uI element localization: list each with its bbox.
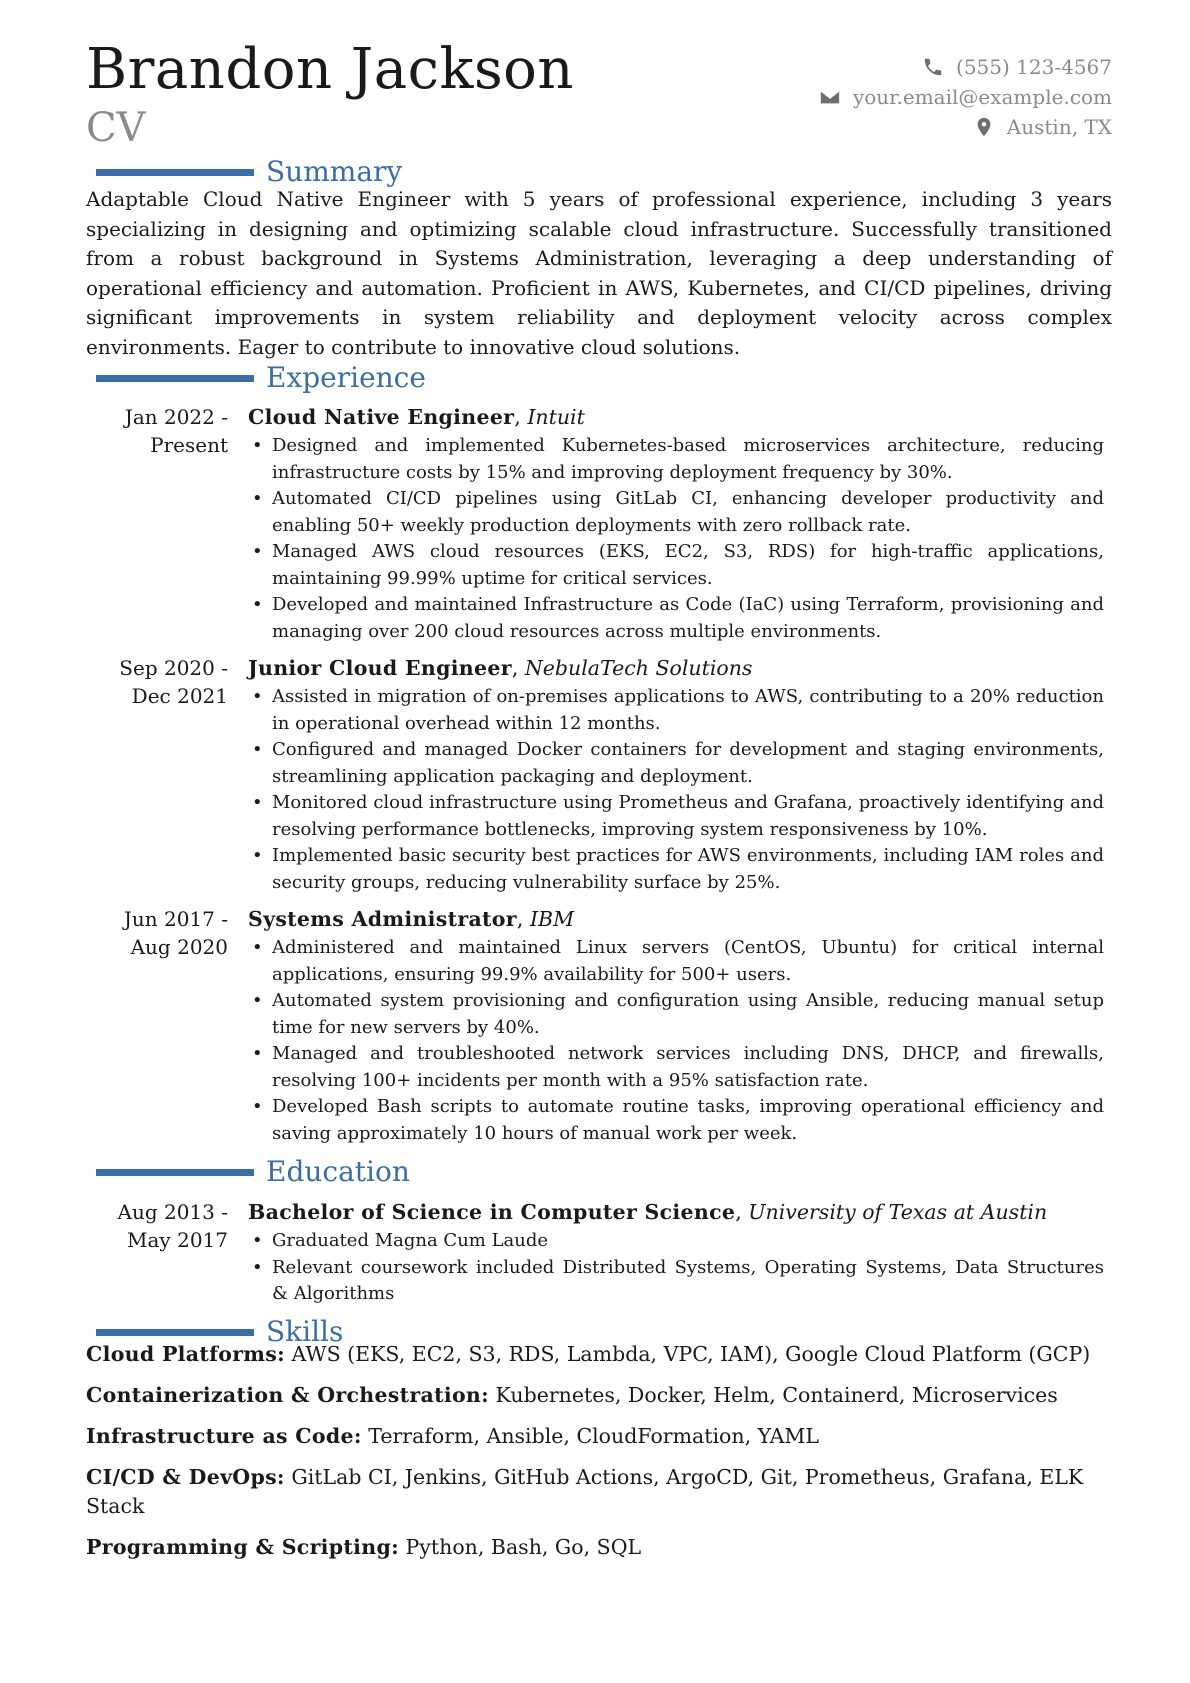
- bullet-list: [248, 684, 1112, 896]
- section-title-education: Education: [266, 1155, 410, 1188]
- entry-date: Sep 2020 - Dec 2021: [119, 656, 228, 708]
- envelope-icon: [819, 86, 841, 108]
- entry-role: Cloud Native Engineer: [248, 405, 515, 429]
- entry-heading: Cloud Native Engineer, Intuit: [248, 405, 585, 429]
- bullet-item: • Automated CI/CD pipelines using GitLab CI, enhancing developer productivity and enabling 50+ weekly production deployments with zero rollback rate.: [272, 486, 1112, 539]
- experience-entry: [86, 403, 1112, 645]
- skill-value: Kubernetes, Docker, Helm, Containerd, Microservices: [495, 1383, 1058, 1407]
- section-header-education: [96, 1155, 410, 1189]
- bullet-item: • Administered and maintained Linux servers (CentOS, Ubuntu) for critical internal applications, ensuring 99.9% availability for 500+ users.: [272, 935, 1112, 988]
- bullet-list: [248, 433, 1112, 645]
- bullet-item: • Developed and maintained Infrastructure as Code (IaC) using Terraform, provisioning and managing over 200 cloud resources across multiple environments.: [272, 592, 1112, 645]
- summary-paragraph: Adaptable Cloud Native Engineer with 5 years of professional experience, including 3 years specializing in designing and optimizing scalable cloud infrastructure. Successfully transitioned from a robust background in Systems Administration, leveraging a deep understanding of operational efficiency and automation. Proficient in AWS, Kubernetes, and CI/CD pipelines, driving significant improvements in system reliability and deployment velocity across complex environments. Eager to contribute to innovative cloud solutions.: [86, 187, 1112, 359]
- skill-label: Infrastructure as Code:: [86, 1424, 362, 1448]
- skills-list: [86, 1340, 1112, 1574]
- skill-label: Containerization & Orchestration:: [86, 1383, 489, 1407]
- section-accent-bar: [96, 375, 254, 382]
- section-title-experience: Experience: [266, 361, 426, 394]
- section-accent-bar: [96, 1329, 254, 1336]
- bullet-item: • Developed Bash scripts to automate routine tasks, improving operational efficiency and saving approximately 10 hours of manual work per week.: [272, 1094, 1112, 1147]
- phone-text: (555) 123-4567: [956, 55, 1112, 79]
- bullet-item: • Assisted in migration of on-premises applications to AWS, contributing to a 20% reduction in operational overhead within 12 months.: [272, 684, 1112, 737]
- section-header-experience: [96, 361, 426, 395]
- skill-label: Programming & Scripting:: [86, 1535, 399, 1559]
- contact-email[interactable]: [819, 82, 1112, 112]
- bullet-item: • Designed and implemented Kubernetes-based microservices architecture, reducing infrastructure costs by 15% and improving deployment frequency by 30%.: [272, 433, 1112, 486]
- bullet-item: • Relevant coursework included Distributed Systems, Operating Systems, Data Structures & Algorithms: [272, 1255, 1112, 1308]
- skill-label: CI/CD & DevOps:: [86, 1465, 285, 1489]
- section-accent-bar: [96, 169, 254, 176]
- entry-role: Junior Cloud Engineer: [248, 656, 512, 680]
- skill-value: GitLab CI, Jenkins, GitHub Actions, ArgoCD, Git, Prometheus, Grafana, ELK Stack: [86, 1465, 1084, 1518]
- section-title-summary: Summary: [266, 155, 403, 188]
- bullet-item: • Monitored cloud infrastructure using Prometheus and Grafana, proactively identifying and resolving performance bottlenecks, improving system responsiveness by 10%.: [272, 790, 1112, 843]
- entry-organization: NebulaTech Solutions: [524, 656, 753, 680]
- bullet-list: [248, 1228, 1112, 1308]
- bullet-item: • Graduated Magna Cum Laude: [272, 1228, 1112, 1255]
- skill-value: Terraform, Ansible, CloudFormation, YAML: [368, 1424, 819, 1448]
- phone-icon: [922, 56, 944, 78]
- section-header-summary: [96, 155, 402, 189]
- entry-degree: Bachelor of Science in Computer Science: [248, 1200, 736, 1224]
- location-text: Austin, TX: [1006, 115, 1112, 139]
- entry-heading: Junior Cloud Engineer, NebulaTech Solutions: [248, 656, 753, 680]
- section-title-skills: Skills: [266, 1315, 344, 1348]
- name-heading: Brandon Jackson: [86, 37, 574, 102]
- contact-phone[interactable]: [819, 52, 1112, 82]
- map-marker-icon: [973, 116, 995, 138]
- entry-role: Systems Administrator: [248, 907, 517, 931]
- contact-location: [819, 112, 1112, 142]
- entry-organization: Intuit: [527, 405, 585, 429]
- contact-block: [819, 52, 1112, 142]
- entry-organization: IBM: [529, 907, 575, 931]
- experience-entry: [86, 654, 1112, 896]
- email-text: your.email@example.com: [852, 85, 1112, 109]
- document-subtitle: CV: [86, 105, 146, 151]
- entry-heading: Systems Administrator, IBM: [248, 907, 575, 931]
- bullet-item: • Managed AWS cloud resources (EKS, EC2, S3, RDS) for high-traffic applications, maintaining 99.99% uptime for critical services.: [272, 539, 1112, 592]
- skill-value: AWS (EKS, EC2, S3, RDS, Lambda, VPC, IAM), Google Cloud Platform (GCP): [291, 1342, 1091, 1366]
- skill-row: [86, 1340, 1112, 1369]
- bullet-item: • Configured and managed Docker containers for development and staging environments, streamlining application packaging and deployment.: [272, 737, 1112, 790]
- entry-institution: University of Texas at Austin: [748, 1200, 1048, 1224]
- bullet-item: • Implemented basic security best practices for AWS environments, including IAM roles and security groups, reducing vulnerability surface by 25%.: [272, 843, 1112, 896]
- entry-date: Jan 2022 - Present: [124, 405, 228, 457]
- entry-date: Jun 2017 - Aug 2020: [123, 907, 228, 959]
- skill-row: [86, 1533, 1112, 1562]
- education-entry: [86, 1198, 1112, 1308]
- skill-row: [86, 1463, 1112, 1521]
- entry-heading: Bachelor of Science in Computer Science, University of Texas at Austin: [248, 1200, 1048, 1224]
- section-accent-bar: [96, 1169, 254, 1176]
- experience-entry: [86, 905, 1112, 1147]
- skill-row: [86, 1422, 1112, 1451]
- bullet-item: • Managed and troubleshooted network services including DNS, DHCP, and firewalls, resolving 100+ incidents per month with a 95% satisfaction rate.: [272, 1041, 1112, 1094]
- skill-label: Cloud Platforms:: [86, 1342, 285, 1366]
- bullet-list: [248, 935, 1112, 1147]
- skill-row: [86, 1381, 1112, 1410]
- skill-value: Python, Bash, Go, SQL: [405, 1535, 642, 1559]
- bullet-item: • Automated system provisioning and configuration using Ansible, reducing manual setup time for new servers by 40%.: [272, 988, 1112, 1041]
- entry-date: Aug 2013 - May 2017: [117, 1200, 228, 1252]
